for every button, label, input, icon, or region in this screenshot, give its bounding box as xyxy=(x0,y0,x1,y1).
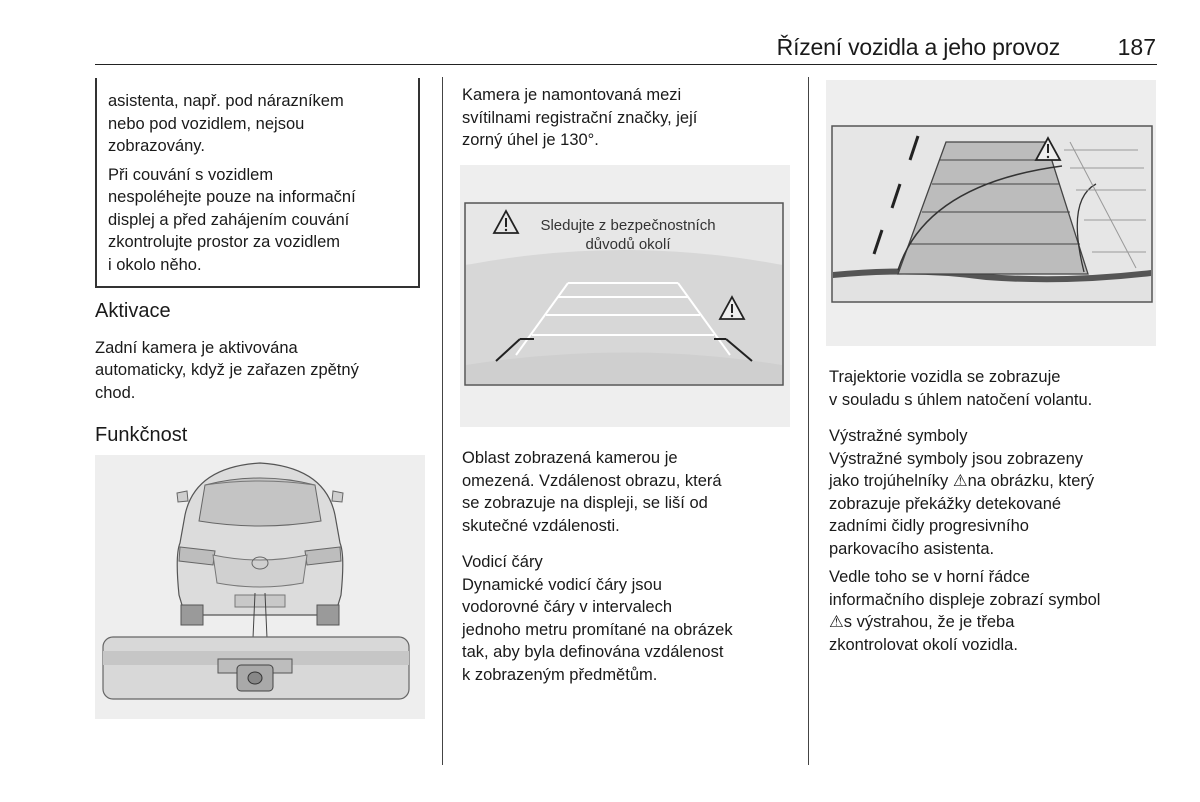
car-rear-camera-illustration xyxy=(95,455,425,719)
warning-paragraph-1: asistenta, např. pod nárazníkem nebo pod vozidlem, nejsou zobrazovány. xyxy=(108,92,344,155)
left-column-body xyxy=(95,300,425,447)
column-divider-1 xyxy=(442,77,443,765)
guide-lines-text: Dynamické vodicí čáry jsou vodorovné čáry v intervalech jednoho metru promítané na obrázek tak, aby byla definována vzdálenost k zobrazeným předmětům. xyxy=(462,575,733,684)
trajectory-text: Trajektorie vozidla se zobrazuje v souladu s úhlem natočení volantu. xyxy=(829,368,1093,409)
function-heading: Funkčnost xyxy=(95,424,188,446)
additional-warning-text: Vedle toho se v horní řádce informačního displeje zobrazí symbol ⚠s výstrahou, že je třeba zkontrolovat okolí vozidla. xyxy=(829,568,1101,654)
middle-column-intro xyxy=(462,84,798,152)
warning-symbols-text: Výstražné symboly jsou zobrazeny jako trojúhelníky ⚠na obrázku, který zobrazuje překážky detekované zadními čidly progresivního parkovacího asistenta. xyxy=(829,449,1095,558)
column-divider-2 xyxy=(808,77,809,765)
camera-intro-text: Kamera je namontovaná mezi svítilnami registrační značky, její zorný úhel je 130°. xyxy=(462,86,698,149)
right-column-body xyxy=(829,366,1169,656)
guide-lines-heading: Vodicí čáry xyxy=(462,553,543,571)
camera-display-illustration xyxy=(460,165,790,427)
activation-heading: Aktivace xyxy=(95,300,171,322)
camera-display-svg xyxy=(460,165,790,427)
trajectory-display-svg xyxy=(826,80,1156,346)
middle-column-body xyxy=(462,447,802,686)
section-title: Řízení vozidla a jeho provoz xyxy=(776,34,1060,60)
warning-box xyxy=(95,78,420,288)
camera-area-text: Oblast zobrazená kamerou je omezená. Vzdálenost obrazu, která se zobrazuje na displeji, se liší od skutečné vzdálenosti. xyxy=(462,449,722,535)
warning-symbols-heading: Výstražné symboly xyxy=(829,427,968,445)
page-number: 187 xyxy=(1117,34,1156,60)
trajectory-display-illustration xyxy=(826,80,1156,346)
display-message-line1: Sledujte z bezpečnostních xyxy=(540,217,716,234)
activation-text: Zadní kamera je aktivována automaticky, když je zařazen zpětný chod. xyxy=(95,338,359,402)
warning-paragraph-2: Při couvání s vozidlem nespoléhejte pouze na informační displej a před zahájením couvání zkontrolujte prostor za vozidlem i okolo něho. xyxy=(108,165,356,274)
display-message-line2: důvodů okolí xyxy=(585,236,671,253)
header-divider xyxy=(95,64,1157,65)
car-illustration-svg xyxy=(95,455,425,719)
